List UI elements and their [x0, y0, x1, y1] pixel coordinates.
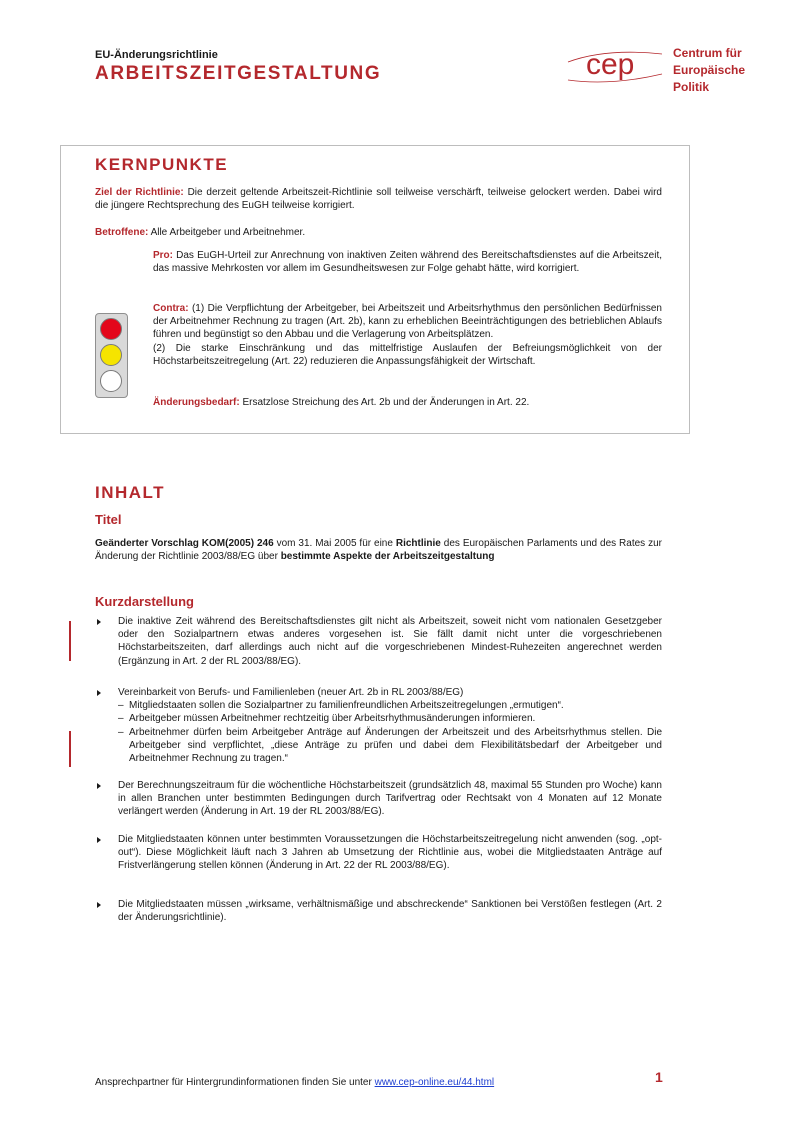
titel-part-bold: bestimmte Aspekte der Arbeitszeitgestaltung [280, 551, 495, 563]
bullet-triangle-icon [97, 902, 101, 908]
sub-list [118, 699, 662, 765]
list-item-text: Der Berechnungszeitraum für die wöchentliche Höchstarbeitszeit (grundsätzlich 48, maximal 55 Stunden pro Woche) kann in allen Branchen unter bestimmten Bedingungen durch Tarifvertrag oder Rechtsakt von 4 Monaten auf 12 Monate verlängert werden (Änderung in Art. 19 der RL 2003/88/EG). [118, 780, 662, 818]
list-item [95, 615, 662, 668]
titel-paragraph [95, 537, 662, 563]
contra-label: Contra: [153, 303, 189, 314]
sub-list-item [118, 726, 662, 766]
traffic-light-red-lamp [100, 318, 122, 340]
org-name-line: Politik [673, 80, 710, 94]
sub-list-item [118, 699, 662, 712]
cep-logo-word: cep [586, 48, 635, 81]
dash-marker: – [118, 700, 124, 712]
org-name [673, 45, 745, 96]
change-marker-bar [69, 731, 71, 767]
aenderungsbedarf-text: Ersatzlose Streichung des Art. 2b und der Änderungen in Art. 22. [239, 397, 530, 408]
bullet-triangle-icon [97, 690, 101, 696]
document-title: ARBEITSZEITGESTALTUNG [95, 63, 382, 84]
dash-marker: – [118, 713, 124, 725]
list-item [95, 686, 662, 765]
traffic-light-yellow-lamp [100, 344, 122, 366]
ziel-label: Ziel der Richtlinie: [95, 187, 184, 198]
ziel-text: Die derzeit geltende Arbeitszeit-Richtlinie soll teilweise verschärft, teilweise gelockert werden. Dabei wird die jüngere Rechtsprechung des EuGH teilweise korrigiert. [95, 187, 662, 212]
sub-list-item-text: Arbeitnehmer dürfen beim Arbeitgeber Anträge auf Änderungen der Arbeitszeit und des Arbeitsrhythmus stellen. Die Arbeitgeber sind verpflichtet, „diese Anträge zu prüfen und dabei dem Flexibilitätsbedarf der Arbeitgeber und Arbeitnehmer Rechnung zu tragen.“ [129, 726, 662, 765]
footer-contact [95, 1076, 494, 1089]
footer-link[interactable]: www.cep-online.eu/44.html [374, 1077, 495, 1088]
contra-paragraph [153, 302, 662, 368]
dash-marker: – [118, 726, 124, 738]
kurzdarstellung-subheading: Kurzdarstellung [95, 594, 194, 609]
list-item-text: Vereinbarkeit von Berufs- und Familienleben (neuer Art. 2b in RL 2003/88/EG) [118, 687, 464, 698]
change-marker-bar [69, 621, 71, 661]
ziel-paragraph [95, 186, 662, 212]
list-item-text: Die Mitgliedstaaten können unter bestimmten Voraussetzungen die Höchstarbeitszeitregelung nicht anwenden (sog. „opt-out“). Diese Möglichkeit läuft nach 3 Jahren ab Umsetzung der Richtlinie aus, wobei die Mitgliedstaaten Anträge auf Fristverlängerung stellen können (Änderung in Art. 22 der RL 2003/88/EG). [118, 834, 662, 872]
sub-list-item-text: Mitgliedstaaten sollen die Sozialpartner zu familienfreundlichen Arbeitszeitregelungen „ermutigen“. [129, 700, 564, 712]
betroffene-paragraph [95, 226, 662, 239]
pro-text: Das EuGH-Urteil zur Anrechnung von inaktiven Zeiten während des Bereitschaftsdienstes auf die Arbeitszeit, das massive Mehrkosten vor allem im Gesundheitswesen zur Folge gehabt hätte, wird korrigiert. [153, 250, 662, 275]
bullet-triangle-icon [97, 837, 101, 843]
traffic-light-white-lamp [100, 370, 122, 392]
traffic-light-icon [95, 313, 128, 398]
list-item-text: Die inaktive Zeit während des Bereitschaftsdienstes gilt nicht als Arbeitszeit, soweit nicht vom nationalen Gesetzgeber oder den Sozialpartnern etwas anderes vorgesehen ist. Sie fällt damit nicht unter die vorgeschriebenen Höchstarbeitszeiten, darf allerdings auch nicht auf die vorgeschriebenen Mindest-Ruhezeiten angerechnet werden (Ergänzung in Art. 2 der RL 2003/88/EG). [118, 616, 662, 667]
document-overline: EU-Änderungsrichtlinie [95, 49, 218, 61]
betroffene-label: Betroffene: [95, 227, 149, 238]
footer-text: Ansprechpartner für Hintergrundinformationen finden Sie unter [95, 1077, 375, 1088]
bullet-triangle-icon [97, 619, 101, 625]
cep-logo-icon [566, 40, 666, 90]
list-item-text: Die Mitgliedstaaten müssen „wirksame, verhältnismäßige und abschreckende“ Sanktionen bei Verstößen festlegen (Art. 2 der Änderungsrichtlinie). [118, 899, 662, 924]
org-name-line: Europäische [673, 63, 746, 77]
org-name-line: Centrum für [673, 46, 742, 60]
kernpunkte-heading: KERNPUNKTE [95, 155, 229, 174]
sub-list-item [118, 712, 662, 725]
aenderungsbedarf-paragraph [153, 396, 662, 409]
page-number: 1 [655, 1069, 663, 1085]
list-item [95, 898, 662, 924]
titel-subheading: Titel [95, 512, 122, 527]
pro-label: Pro: [153, 250, 173, 261]
titel-part-bold: Richtlinie [395, 538, 441, 549]
sub-list-item-text: Arbeitgeber müssen Arbeitnehmer rechtzeitig über Arbeitsrhythmusänderungen informieren. [129, 713, 536, 725]
bullet-triangle-icon [97, 783, 101, 789]
contra-text-2: (2) Die starke Einschränkung und das mittelfristige Auslaufen der Befreiungsmöglichkeit von der Höchstarbeitszeitregelung (Art. 22) reduzieren die Anpassungsfähigkeit der Wirtschaft. [153, 342, 662, 367]
aenderungsbedarf-label: Änderungsbedarf: [153, 397, 240, 408]
titel-part-bold: Geänderter Vorschlag KOM(2005) 246 [95, 538, 274, 549]
contra-text-1: (1) Die Verpflichtung der Arbeitgeber, bei Arbeitszeit und Arbeitsrhythmus den persönlichen Bedürfnissen der Arbeitnehmer Rechnung zu tragen (Art. 2b), kann zu erheblichen Beeinträchtigungen des betrieblichen Ablaufs führen und begünstigt so den Abbau und die Verlagerung von Arbeitsplätzen. [153, 303, 662, 341]
inhalt-heading: INHALT [95, 483, 166, 502]
pro-paragraph [153, 249, 662, 275]
list-item [95, 833, 662, 873]
titel-part: des Europäischen Parlaments und des Rates zur Änderung der Richtlinie 2003/88/EG über [95, 538, 662, 563]
list-item [95, 779, 662, 819]
betroffene-text: Alle Arbeitgeber und Arbeitnehmer. [148, 227, 306, 238]
titel-part: vom 31. Mai 2005 für eine [273, 538, 396, 549]
